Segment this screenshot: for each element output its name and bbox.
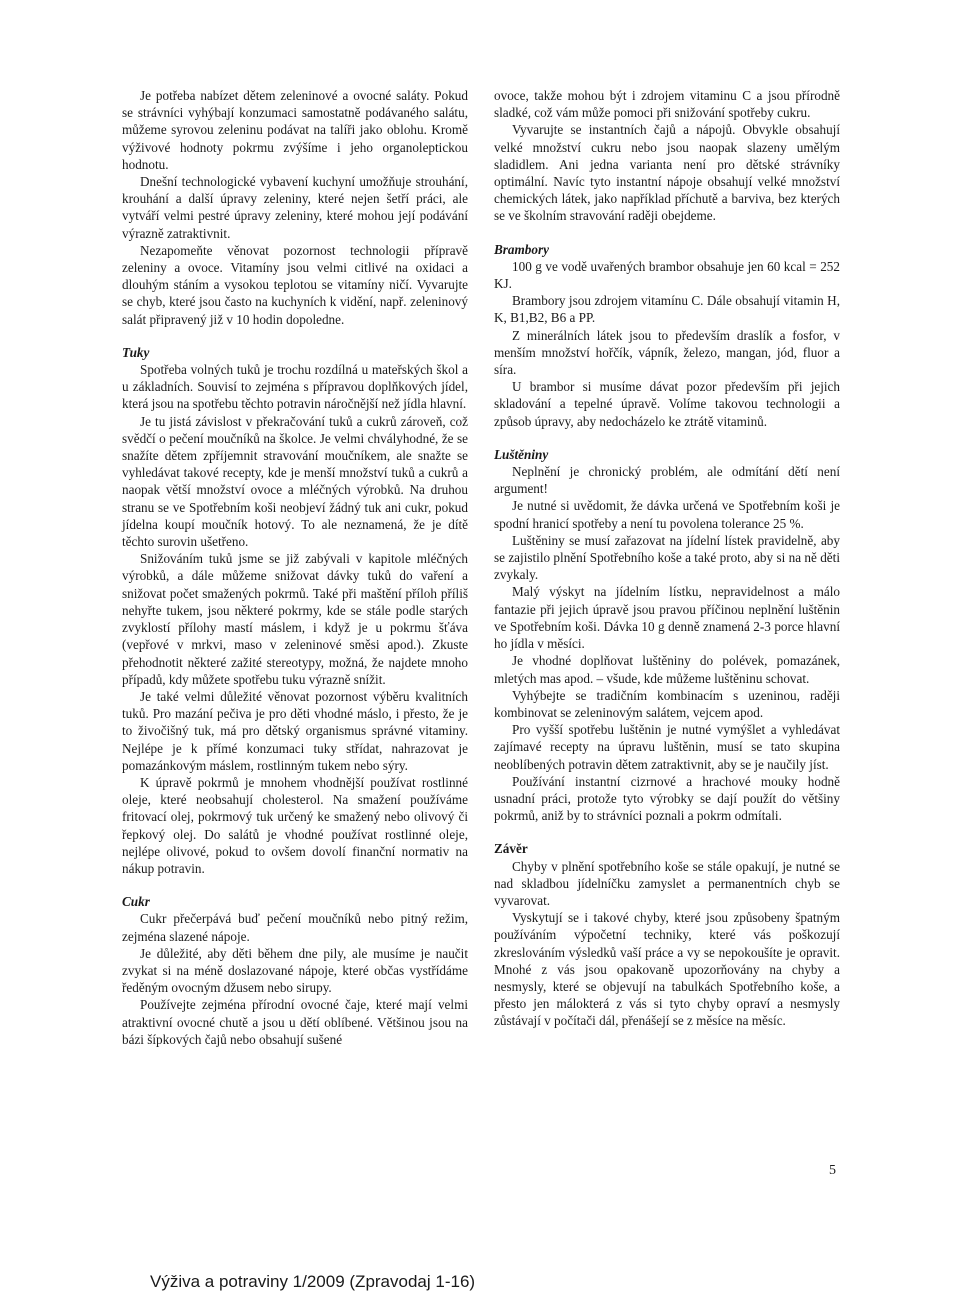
paragraph: Brambory jsou zdrojem vitamínu C. Dále obsahují vitamin H, K, B1,B2, B6 a PP.: [494, 293, 840, 326]
paragraph: 100 g ve vodě uvařených brambor obsahuje jen 60 kcal = 252 KJ.: [494, 258, 840, 292]
section-heading-lusteniny: Luštěniny: [494, 446, 549, 462]
section-heading-zaver: Závěr: [494, 841, 528, 857]
paragraph: Vyvarujte se instantních čajů a nápojů. Obvykle obsahují velké množství cukru nebo jsou naopak slazeny umělým sladidlem. Ani jedna varianta není pro dětské strávníky optimální. Navíc tyto instantní nápoje obsahují velké množství chemických látek, jako například příchutě a barviva, bez kterých se ve školním stravování raději obejdeme.: [494, 122, 840, 224]
paragraph: Je také velmi důležité věnovat pozornost výběru kvalitních tuků. Pro mazání pečiva je pro děti vhodné máslo, i přesto, že je to živočišný tuk, má pro dětský organismus správné vitaminy. Nejlépe je k přímé konzumaci tuky střídat, nahrazovat je pomazánkovým máslem, rostlinným tukem nebo sýry.: [122, 688, 468, 773]
section-heading-tuky: Tuky: [122, 344, 150, 360]
paragraph: Vyhýbejte se tradičním kombinacím s uzeninou, raději kombinovat se zeleninovým salátem, vejcem apod.: [494, 687, 840, 720]
paragraph: Neplnění je chronický problém, ale odmítání dětí není argument!: [494, 464, 840, 497]
paragraph: Chyby v plnění spotřebního koše se stále opakují, je nutné se nad skladbou jídelníčku zamyslet a permanentních chyb se vyvarovat.: [494, 858, 840, 908]
paragraph: Spotřeba volných tuků je trochu rozdílná u mateřských škol a u základních. Souvisí to zejména s přípravou doplňkových jídel, která jsou na spotřebu těchto potravin náročnější než jídla hlavní.: [122, 362, 468, 412]
paragraph: Snižováním tuků jsme se již zabývali v kapitole mléčných výrobků, a dále můžeme snižovat dávky tuků do vaření a snižovat počet smažených pokrmů. Také při maštění příloh příliš nehyřte tukem, jsou některé pokrmy, kde se stále podle starých zvyklostí přílohy mastí máslem, i když je u pokrmu šťáva (vepřové v mrkvi, maso v zeleninové směsi apod.). Zkuste přehodnotit některé zažité stereotypy, možná, že najdete mnoho případů, kdy můžete spotřebu tuku výrazně snížit.: [122, 551, 468, 687]
paragraph: ovoce, takže mohou být i zdrojem vitaminu C a jsou přírodně sladké, což vám může pomoci při snižování spotřeby cukru.: [494, 88, 840, 121]
paragraph: Je tu jistá závislost v překračování tuků a cukrů zároveň, což svědčí o pečení moučníků na školce. Je velmi chvályhodné, že se snažíte dětem zpříjemnit stravování moučníkem, ale snažte se vyhledávat takové recepty, kde je menší množství tuků a cukrů a naopak větší množství ovoce a mléčných výrobků. Na druhou stranu se ve Spotřebním koši neobjeví žádný tuk ani cukr, pokud jídelna koupí moučník hotový. To ale neznamená, že je dítě těchto surovin ušetřeno.: [122, 413, 468, 550]
left-column: [122, 87, 468, 1048]
paragraph: Je vhodné doplňovat luštěniny do polévek, pomazánek, mletých mas apod. – všude, kde můžeme luštěninu schovat.: [494, 653, 840, 686]
paragraph: U brambor si musíme dávat pozor především při jejich skladování a tepelné úpravě. Volíme takovou technologii a způsob úpravy, aby nedocházelo ke ztrátě vitaminů.: [494, 379, 840, 429]
paragraph: Používání instantní cizrnové a hrachové mouky hodně usnadní práci, protože tyto výrobky se dají použít do většiny pokrmů, aniž by to strávníci poznali a pokrm odmítali.: [494, 773, 840, 824]
paragraph: Používejte zejména přírodní ovocné čaje, které mají velmi atraktivní ovocné chutě a jsou u dětí oblíbené. Většinou jsou na bázi šípkových čajů nebo obsahují sušené: [122, 997, 468, 1047]
footer-publication-title: Výživa a potraviny 1/2009 (Zpravodaj 1-16): [150, 1272, 476, 1291]
paragraph: Je potřeba nabízet dětem zeleninové a ovocné saláty. Pokud se strávníci vyhýbají konzumaci samostatně podávaného salátu, můžeme syrovou zeleninu podávat na talíři jako oblohu. Kromě výživové hodnoty pokrmu zvýšíme i jeho organoleptickou hodnotu.: [122, 88, 468, 172]
paragraph: Vyskytují se i takové chyby, které jsou způsobeny špatným používáním výpočetní techniky, které vás poškozují zkreslováním výsledků vaší práce a vy se nepokoušíte je opravit. Mnohé z vás jsou opakovaně upozorňovány na chyby a nesmysly, které se objevují na tabulkách Spotřebního koše, a přesto jen málokterá z vás si tyto chyby opraví a nesmysly zůstávají v počítači dál, přenášejí se z měsíce na měsíc.: [494, 910, 840, 1029]
paragraph: Cukr přečerpává buď pečení moučníků nebo pitný režim, zejména slazené nápoje.: [122, 911, 468, 944]
paragraph: K úpravě pokrmů je mnohem vhodnější používat rostlinné oleje, které neobsahují cholesterol. Na smažení používáme fritovací olej, pokrmový tuk určený ke smažený nebo olivový či řepkový olej. Do salátů je vhodné používat rostlinné oleje, nejlépe olivové, pokud to ovšem dovolí finanční normativ na nákup potravin.: [122, 774, 468, 876]
paragraph: Nezapomeňte věnovat pozornost technologii přípravě zeleniny a ovoce. Vitamíny jsou velmi citlivé na oxidaci a dlouhým stáním a vysokou teplotou se vitamíny ničí. Vyvarujte se chyb, které jsou často na kuchyních k vidění, např. zeleninový salát připravený již v 10 hodin dopoledne.: [122, 242, 468, 327]
section-heading-brambory: Brambory: [494, 241, 549, 257]
paragraph: Malý výskyt na jídelním lístku, nepravidelnost a málo fantazie při jejich úpravě jsou pravou příčinou neplnění luštěnin ve Spotřebním koši. Dávka 10 g denně znamená 2-3 porce hlavní ho jídla v měsíci.: [494, 584, 840, 652]
right-column: [494, 87, 840, 1030]
page-number: 5: [829, 1163, 836, 1178]
paragraph: Je nutné si uvědomit, že dávka určená ve Spotřebním koši je spodní hranicí spotřeby a není tu povolena tolerance 25 %.: [494, 498, 840, 531]
paragraph: Dnešní technologické vybavení kuchyní umožňuje strouhání, krouhání a další úpravy zeleniny, které nejen šetří práci, ale vytváří velmi pestré úpravy zeleniny, které mohou její podávání výrazně zatraktivnit.: [122, 174, 468, 241]
paragraph: Z minerálních látek jsou to především draslík a fosfor, v menším množství hořčík, vápník, železo, mangan, jód, fluor a síra.: [494, 327, 840, 378]
section-heading-cukr: Cukr: [122, 894, 150, 910]
paragraph: Pro vyšší spotřebu luštěnin je nutné vymýšlet a vyhledávat zajímavé recepty na úpravu luštěnin, musí se tato skupina neoblíbených potravin dětem zatraktivnit, aby se je naučily jíst.: [494, 722, 840, 772]
paragraph: Je důležité, aby děti během dne pily, ale musíme je naučit zvykat si na méně doslazované nápoje, které občas vystřídáme ředěným ovocným džusem nebo sirupy.: [122, 945, 468, 996]
paragraph: Luštěniny se musí zařazovat na jídelní lístek pravidelně, aby se zajistilo plnění Spotřebního koše a také proto, aby si na ně děti zvykaly.: [494, 532, 840, 583]
